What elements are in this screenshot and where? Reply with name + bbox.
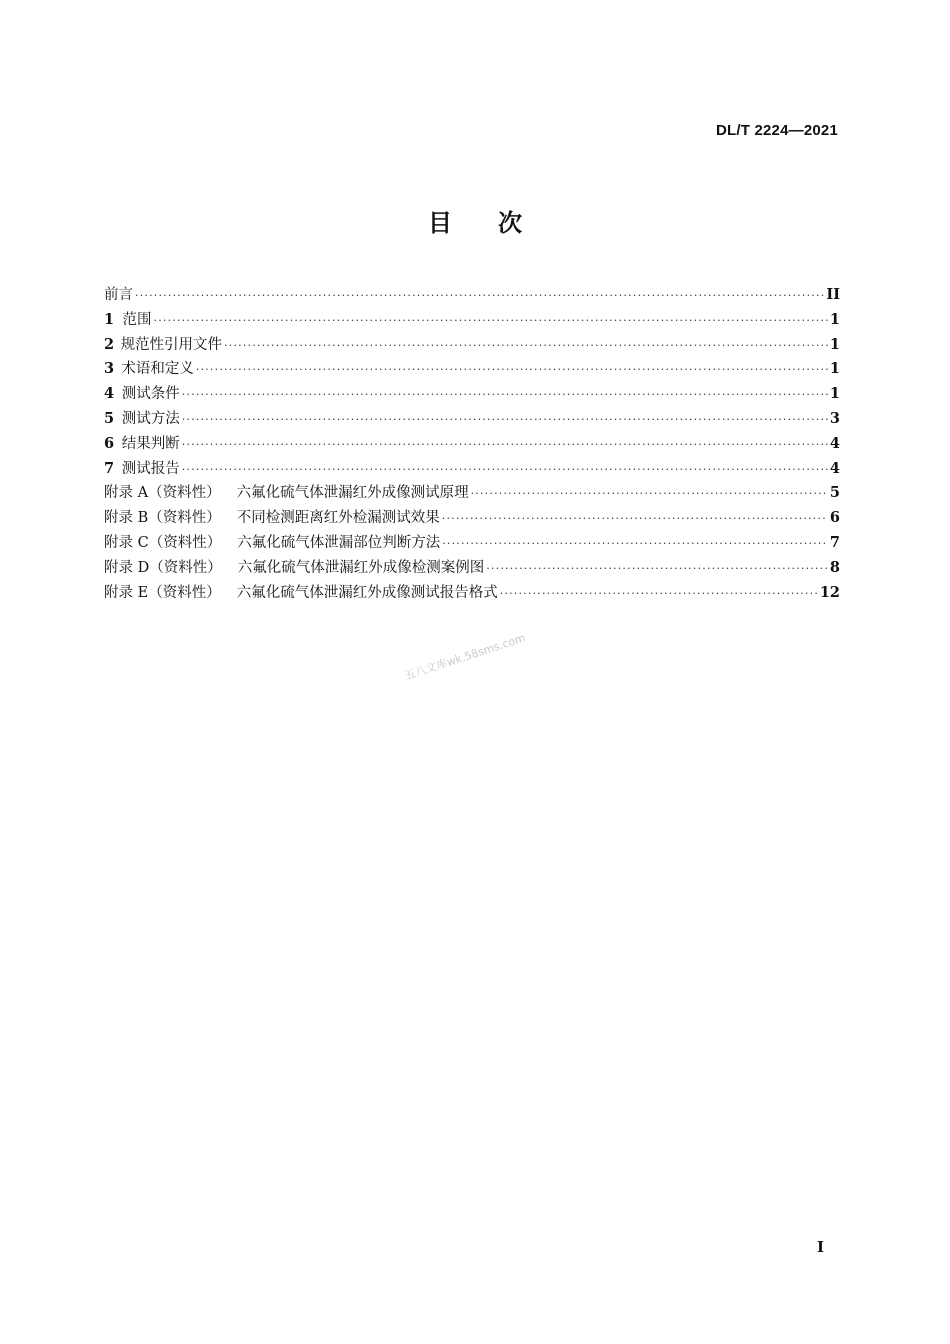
toc-entry-3[interactable]	[104, 357, 840, 382]
toc-leader-dots	[154, 314, 828, 327]
toc-entry-label: 前言	[104, 287, 133, 303]
toc-entry-appendix-c[interactable]	[104, 531, 840, 556]
toc-entry-5[interactable]	[104, 407, 840, 432]
toc-entry-page: 1	[829, 385, 840, 403]
toc-entry-appendix-a[interactable]	[104, 481, 840, 506]
toc-entry-number: 1	[104, 310, 115, 328]
toc-entry-page: 5	[829, 484, 840, 502]
toc-entry-label: 六氟化硫气体泄漏部位判断方法	[237, 534, 441, 551]
toc-appendix-prefix: 附录 D（资料性）	[104, 559, 222, 576]
table-of-contents	[104, 283, 840, 605]
toc-leader-dots	[442, 512, 828, 525]
toc-entry-page: II	[826, 286, 840, 303]
toc-leader-dots	[182, 438, 828, 451]
page-number: I	[817, 1238, 825, 1256]
toc-title-right: 次	[498, 209, 522, 237]
toc-entry-label: 六氟化硫气体泄漏红外成像测试原理	[236, 485, 469, 502]
toc-entry-label: 结果判断	[121, 435, 180, 452]
toc-entry-number: 6	[104, 434, 115, 452]
toc-entry-page: 3	[829, 409, 840, 427]
toc-entry-label: 术语和定义	[121, 361, 194, 378]
toc-appendix-prefix: 附录 A（资料性）	[104, 485, 221, 502]
toc-entry-label: 六氟化硫气体泄漏红外成像测试报告格式	[236, 584, 498, 601]
toc-leader-dots	[224, 339, 828, 352]
toc-entry-page: 1	[829, 335, 840, 353]
toc-entry-page: 6	[829, 509, 840, 527]
watermark-text: 五八文库wk.58sms.com	[403, 631, 528, 683]
toc-entry-number: 5	[104, 409, 115, 427]
toc-entry-label: 范围	[122, 311, 152, 328]
toc-entry-label: 测试方法	[121, 410, 180, 427]
toc-entry-appendix-e[interactable]	[104, 581, 840, 606]
toc-entry-4[interactable]	[104, 382, 840, 407]
toc-entry-number: 2	[104, 335, 115, 353]
toc-entry-foreword[interactable]	[104, 283, 840, 308]
toc-entry-page: 4	[829, 459, 840, 477]
toc-leader-dots	[182, 463, 828, 476]
toc-entry-label: 测试报告	[121, 460, 180, 477]
toc-appendix-prefix: 附录 E（资料性）	[104, 584, 221, 601]
toc-entry-appendix-d[interactable]	[104, 556, 840, 581]
toc-entry-page: 8	[829, 558, 840, 576]
toc-entry-page: 4	[829, 434, 840, 452]
toc-leader-dots	[442, 537, 828, 550]
toc-leader-dots	[196, 363, 828, 376]
toc-leader-dots	[486, 562, 828, 575]
toc-entry-label: 测试条件	[121, 386, 180, 403]
toc-leader-dots	[471, 487, 828, 500]
toc-entry-page: 1	[829, 360, 840, 378]
toc-entry-2[interactable]	[104, 333, 840, 358]
toc-entry-1[interactable]	[104, 308, 840, 333]
toc-leader-dots	[182, 413, 828, 426]
toc-entry-number: 7	[104, 459, 115, 477]
toc-appendix-prefix: 附录 B（资料性）	[104, 510, 221, 527]
toc-entry-page: 7	[829, 533, 840, 551]
toc-title-left: 目	[428, 209, 452, 237]
toc-entry-number: 4	[104, 385, 115, 403]
toc-entry-7[interactable]	[104, 457, 840, 482]
toc-entry-page: 1	[829, 310, 840, 328]
toc-leader-dots	[182, 388, 828, 401]
standard-code: DL/T 2224—2021	[715, 122, 838, 139]
toc-entry-number: 3	[104, 360, 115, 378]
toc-leader-dots	[500, 587, 818, 600]
toc-entry-page: 12	[819, 583, 840, 601]
toc-appendix-prefix: 附录 C（资料性）	[104, 534, 222, 551]
toc-entry-6[interactable]	[104, 432, 840, 457]
toc-entry-label: 不同检测距离红外检漏测试效果	[236, 510, 440, 527]
toc-title	[0, 203, 950, 238]
toc-entry-label: 六氟化硫气体泄漏红外成像检测案例图	[237, 559, 485, 576]
toc-entry-label: 规范性引用文件	[120, 336, 223, 353]
toc-leader-dots	[135, 289, 824, 302]
toc-entry-appendix-b[interactable]	[104, 506, 840, 531]
